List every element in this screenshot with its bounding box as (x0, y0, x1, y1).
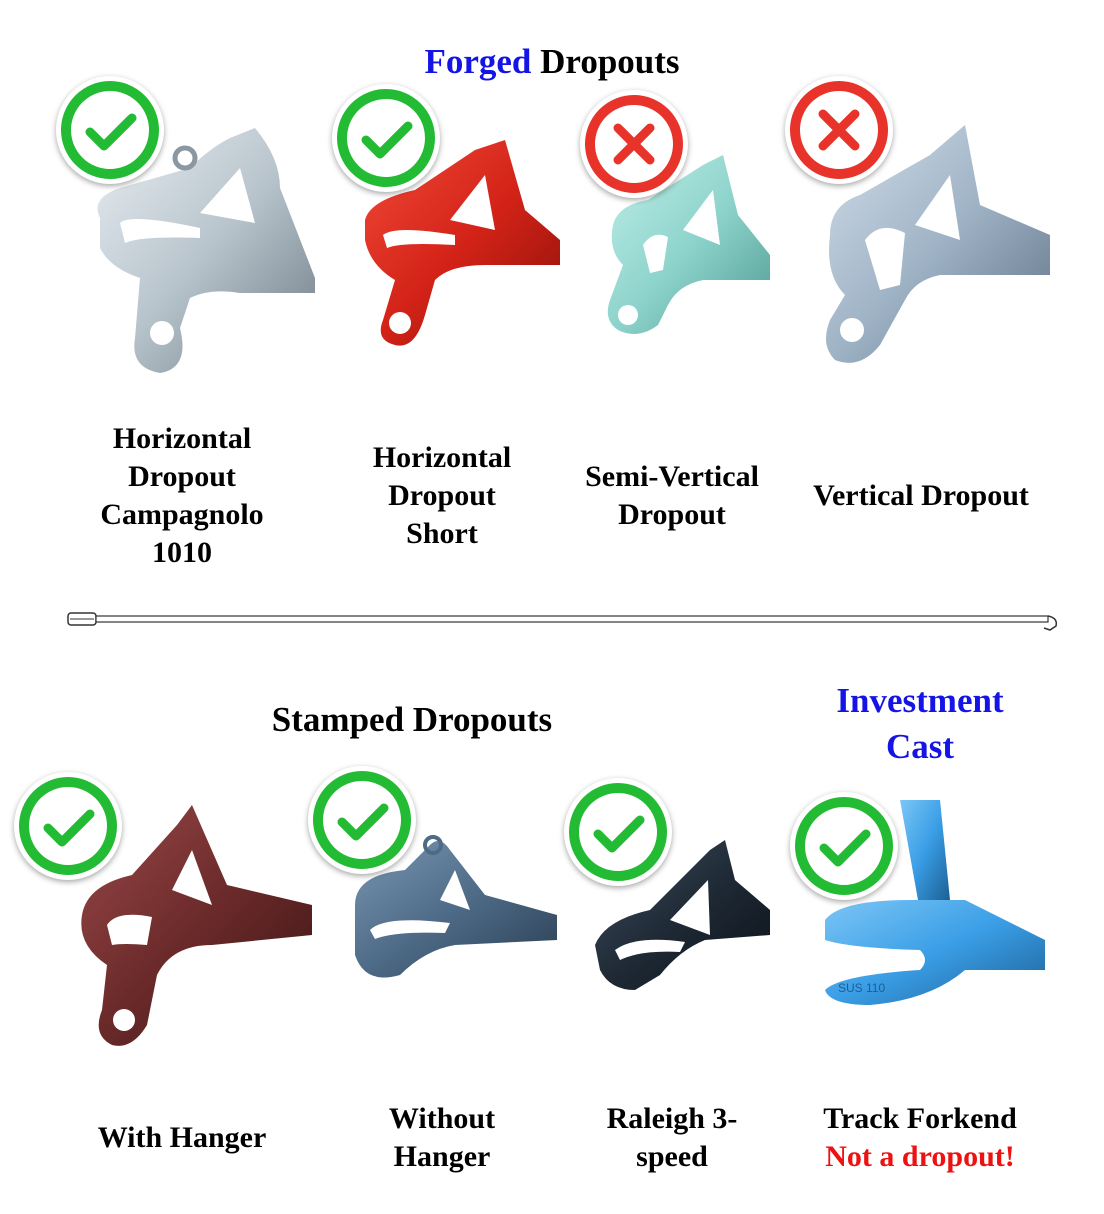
rejected-cross-icon (785, 76, 893, 184)
label-horizontal-campagnolo: Horizontal Dropout Campagnolo 1010 (100, 422, 264, 569)
approved-check-icon (332, 84, 440, 192)
label-semi-vertical: Semi-Vertical Dropout (585, 460, 759, 531)
label-track-forkend (792, 1100, 1048, 1176)
approved-check-icon (56, 76, 164, 184)
label-horizontal-short: Horizontal Dropout Short (372, 441, 512, 550)
approved-check-icon (564, 778, 672, 886)
forged-title (352, 42, 752, 82)
approved-check-icon (790, 792, 898, 900)
forkend-stamp-text: SUS 110 (838, 981, 886, 995)
track-forkend-label: Track Forkend (823, 1102, 1017, 1135)
stamped-title: Stamped Dropouts (271, 700, 553, 739)
label-without-hanger: Without Hanger (388, 1102, 496, 1173)
label-with-hanger: With Hanger (97, 1121, 267, 1154)
label-raleigh-3-speed: Raleigh 3-speed (606, 1102, 738, 1173)
rejected-cross-icon (580, 90, 688, 198)
forged-title-accent: Forged (424, 42, 532, 81)
spoke-divider (66, 608, 1062, 639)
not-a-dropout-note: Not a dropout! (825, 1140, 1015, 1173)
approved-check-icon (14, 772, 122, 880)
label-vertical: Vertical Dropout (813, 479, 1029, 512)
forged-title-rest: Dropouts (531, 42, 680, 81)
approved-check-icon (308, 766, 416, 874)
investment-title: Investment Cast (836, 681, 1004, 766)
